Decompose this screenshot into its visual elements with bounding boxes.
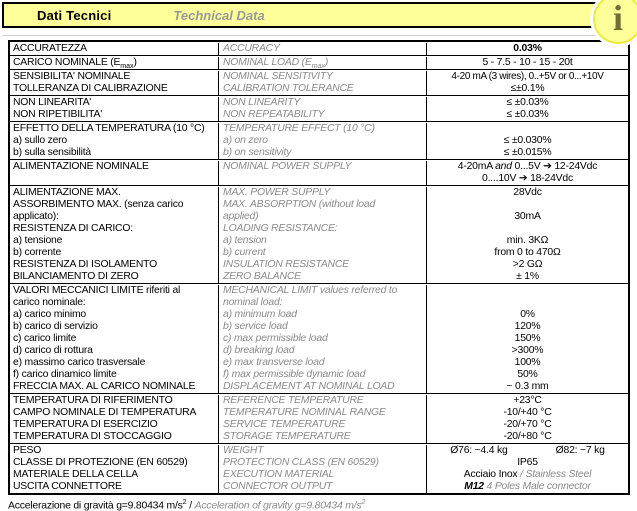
loading-resistance-current-label-it: b) corrente [13, 246, 62, 258]
max-absorption-value: 30mA [514, 210, 541, 222]
displacement-label-en: DISPLACEMENT AT NOMINAL LOAD [223, 380, 395, 392]
info-icon[interactable] [593, 0, 637, 44]
max-supply-label-en: MAX. POWER SUPPLY [223, 186, 331, 198]
loading-resistance-tension-label-en: a) tension [223, 234, 267, 246]
non-linearity-value: ≤ ±0.03% [506, 96, 549, 108]
info-icon-glyph: i [612, 0, 623, 38]
dynamic-load-value: 50% [517, 368, 538, 380]
spacer [427, 285, 628, 297]
storage-temp-label-en: STORAGE TEMPERATURE [223, 430, 351, 442]
breaking-load-value: >300% [511, 344, 544, 356]
page-title-english: Technical Data [173, 7, 265, 23]
temp-effect-zero-value: ≤ ±0.030% [503, 134, 552, 146]
section-physical [10, 443, 628, 493]
non-repeatability-label-en: NON REPEATABILITY [223, 108, 325, 120]
temp-effect-zero-label-en: a) on zero [223, 134, 268, 146]
calibration-tolerance-value: ≤±0.1% [510, 82, 545, 94]
protection-class-label-en: PROTECTION CLASS (EN 60529) [223, 456, 379, 468]
mech-limits-label-it-2: carico nominale: [13, 296, 86, 308]
connector-output-value: M12 4 Poles Male connector [464, 480, 591, 492]
temp-effect-zero-label-it: a) sullo zero [13, 134, 67, 146]
service-temp-label-en: SERVICE TEMPERATURE [223, 418, 346, 430]
section-mechanical-limits [10, 283, 628, 393]
temp-effect-sens-label-it: b) sulla sensibilità [13, 146, 92, 158]
protection-class-label-it: CLASSE DI PROTEZIONE (EN 60529) [13, 456, 188, 468]
loading-resistance-current-label-en: b) current [223, 246, 266, 258]
temp-effect-value-spacer [427, 123, 628, 135]
protection-class-value: IP65 [517, 456, 538, 468]
loading-resistance-current-value: from 0 to 470Ω [494, 246, 561, 258]
accuracy-label-it: ACCURATEZZA [13, 42, 87, 54]
breaking-load-label-en: d) breaking load [223, 344, 295, 356]
nominal-supply-value-2: 0....10V ➔ 18-24Vdc [482, 172, 573, 184]
loading-resistance-label-it: RESISTENZA DI CARICO: [13, 222, 133, 234]
gravity-footnote: Accelerazione di gravità g=9.80434 $m/s^2$ / Acceleration of gravity g=9.80434 $m/s^2$ [8, 499, 366, 511]
mech-limits-label-en-2: nominal load: [223, 296, 283, 308]
sensitivity-value: 4-20 mA (3 wires), 0..+5V or 0...+10V [451, 70, 604, 82]
connector-output-label-en: CONNECTOR OUTPUT [223, 480, 333, 492]
zero-balance-label-it: BILANCIAMENTO DI ZERO [13, 270, 139, 282]
nominal-load-label-en: NOMINAL LOAD $(E_{max})$ [223, 56, 329, 69]
max-absorption-label-en-2: applied) [223, 210, 259, 222]
nominal-supply-label-en: NOMINAL POWER SUPPLY [223, 160, 352, 172]
limit-load-label-it: c) carico limite [13, 332, 77, 344]
temp-effect-label-it: EFFETTO DELLA TEMPERATURA (10 °C) [13, 122, 205, 134]
zero-balance-value: ± 1% [516, 270, 539, 282]
accuracy-label-en: ACCURACY [223, 42, 280, 54]
section-temperatures [10, 393, 628, 443]
mech-limits-label-en-1: MECHANICAL LIMIT values referred to [223, 284, 398, 296]
non-linearity-label-it: NON LINEARITA' [13, 96, 92, 108]
nominal-temp-range-label-it: CAMPO NOMINALE DI TEMPERATURA [13, 406, 197, 418]
max-supply-value: 28Vdc [513, 186, 542, 198]
section-sensitivity [10, 69, 628, 95]
max-absorption-label-en-1: MAX. ABSORPTION (without load [223, 198, 376, 210]
transverse-load-label-en: e) max transverse load [223, 356, 325, 368]
non-repeatability-value: ≤ ±0.03% [506, 108, 549, 120]
temp-effect-sens-value: ≤ ±0.015% [503, 146, 552, 158]
service-load-value: 120% [514, 320, 541, 332]
spacer [427, 223, 628, 235]
limit-load-value: 150% [514, 332, 541, 344]
service-temp-label-it: TEMPERATURA DI ESERCIZIO [13, 418, 158, 430]
header-bar [2, 2, 627, 28]
min-load-value: 0% [520, 308, 535, 320]
material-value: Acciaio Inox / Stainless Steel [463, 468, 592, 480]
section-temperature-effect [10, 121, 628, 159]
displacement-label-it: FRECCIA MAX. AL CARICO NOMINALE [13, 380, 196, 392]
loading-resistance-tension-value: min. 3KΩ [506, 234, 549, 246]
storage-temp-value: -20/+80 °C [503, 430, 552, 442]
nominal-temp-range-label-en: TEMPERATURE NOMINAL RANGE [223, 406, 386, 418]
sensitivity-label-it: SENSIBILITA' NOMINALE [13, 70, 131, 82]
reference-temp-label-en: REFERENCE TEMPERATURE [223, 394, 364, 406]
breaking-load-label-it: d) carico di rottura [13, 344, 93, 356]
service-load-label-en: b) service load [223, 320, 288, 332]
calibration-tolerance-label-en: CALIBRATION TOLERANCE [223, 82, 354, 94]
insulation-resistance-value: >2 GΩ [512, 258, 543, 270]
max-absorption-label-it-2: applicato): [13, 210, 59, 222]
nominal-temp-range-value: -10/+40 °C [503, 406, 552, 418]
displacement-value: ~ 0.3 mm [506, 380, 549, 392]
temp-effect-sens-label-en: b) on sensitivity [223, 146, 292, 158]
dynamic-load-label-it: f) carico dinamico limite [13, 368, 117, 380]
dynamic-load-label-en: f) max permissible dynamic load [223, 368, 366, 380]
material-label-en: EXECUTION MATERIAL [223, 468, 335, 480]
storage-temp-label-it: TEMPERATURA DI STOCCAGGIO [13, 430, 172, 442]
mech-limits-label-it-1: VALORI MECCANICI LIMITE riferiti al [13, 284, 181, 296]
nominal-supply-value-1: 4-20mA and 0...5V ➔ 12-24Vdc [457, 160, 598, 172]
non-linearity-label-en: NON LINEARITY [223, 96, 301, 108]
reference-temp-value: +23°C [513, 394, 542, 406]
max-supply-label-it: ALIMENTAZIONE MAX. [13, 186, 121, 198]
nominal-load-label-it: CARICO NOMINALE $(E_{max})$ [13, 56, 137, 69]
service-load-label-it: b) carico di servizio [13, 320, 98, 332]
nominal-load-value: 5 - 7.5 - 10 - 15 - 20t [482, 56, 573, 68]
spacer [427, 199, 628, 211]
section-linearity [10, 95, 628, 121]
connector-output-label-it: USCITA CONNETTORE [13, 480, 122, 492]
header-divider [2, 35, 635, 36]
accuracy-value: 0.03% [513, 42, 542, 54]
material-label-it: MATERIALE DELLA CELLA [13, 468, 138, 480]
weight-label-it: PESO [13, 444, 42, 456]
gravity-footnote-en: Acceleration of gravity g=9.80434 m/s [194, 500, 362, 511]
loading-resistance-label-en: LOADING RESISTANCE: [223, 222, 338, 234]
loading-resistance-tension-label-it: a) tensione [13, 234, 63, 246]
spacer [219, 173, 426, 185]
transverse-load-value: 100% [514, 356, 541, 368]
weight-value: Ø76: ~4.4 kg Ø82: ~7 kg [450, 444, 605, 456]
transverse-load-label-it: e) massimo carico trasversale [13, 356, 146, 368]
section-nominal-load [10, 55, 628, 69]
calibration-tolerance-label-it: TOLLERANZA DI CALIBRAZIONE [13, 82, 168, 94]
insulation-resistance-label-en: INSULATION RESISTANCE [223, 258, 349, 270]
non-repeatability-label-it: NON RIPETIBILITA' [13, 108, 103, 120]
zero-balance-label-en: ZERO BALANCE [223, 270, 301, 282]
nominal-supply-label-it: ALIMENTAZIONE NOMINALE [13, 160, 149, 172]
service-temp-value: -20/+70 °C [503, 418, 552, 430]
sensitivity-label-en: NOMINAL SENSITIVITY [223, 70, 333, 82]
limit-load-label-en: c) max permissible load [223, 332, 328, 344]
insulation-resistance-label-it: RESISTENZA DI ISOLAMENTO [13, 258, 157, 270]
page-title-italian: Dati Tecnici [37, 7, 112, 23]
max-absorption-label-it-1: ASSORBIMENTO MAX. (senza carico [13, 198, 184, 210]
temp-effect-label-en: TEMPERATURE EFFECT (10 °C) [223, 122, 375, 134]
reference-temp-label-it: TEMPERATURA DI RIFERIMENTO [13, 394, 173, 406]
spacer [427, 297, 628, 309]
spacer [10, 173, 218, 185]
technical-data-table [8, 40, 630, 495]
section-electrical [10, 185, 628, 283]
min-load-label-en: a) minimum load [223, 308, 297, 320]
gravity-footnote-it: Accelerazione di gravità g=9.80434 m/s [8, 500, 183, 511]
section-nominal-power-supply [10, 159, 628, 185]
min-load-label-it: a) carico minimo [13, 308, 87, 320]
section-accuracy [10, 42, 628, 55]
weight-label-en: WEIGHT [223, 444, 264, 456]
